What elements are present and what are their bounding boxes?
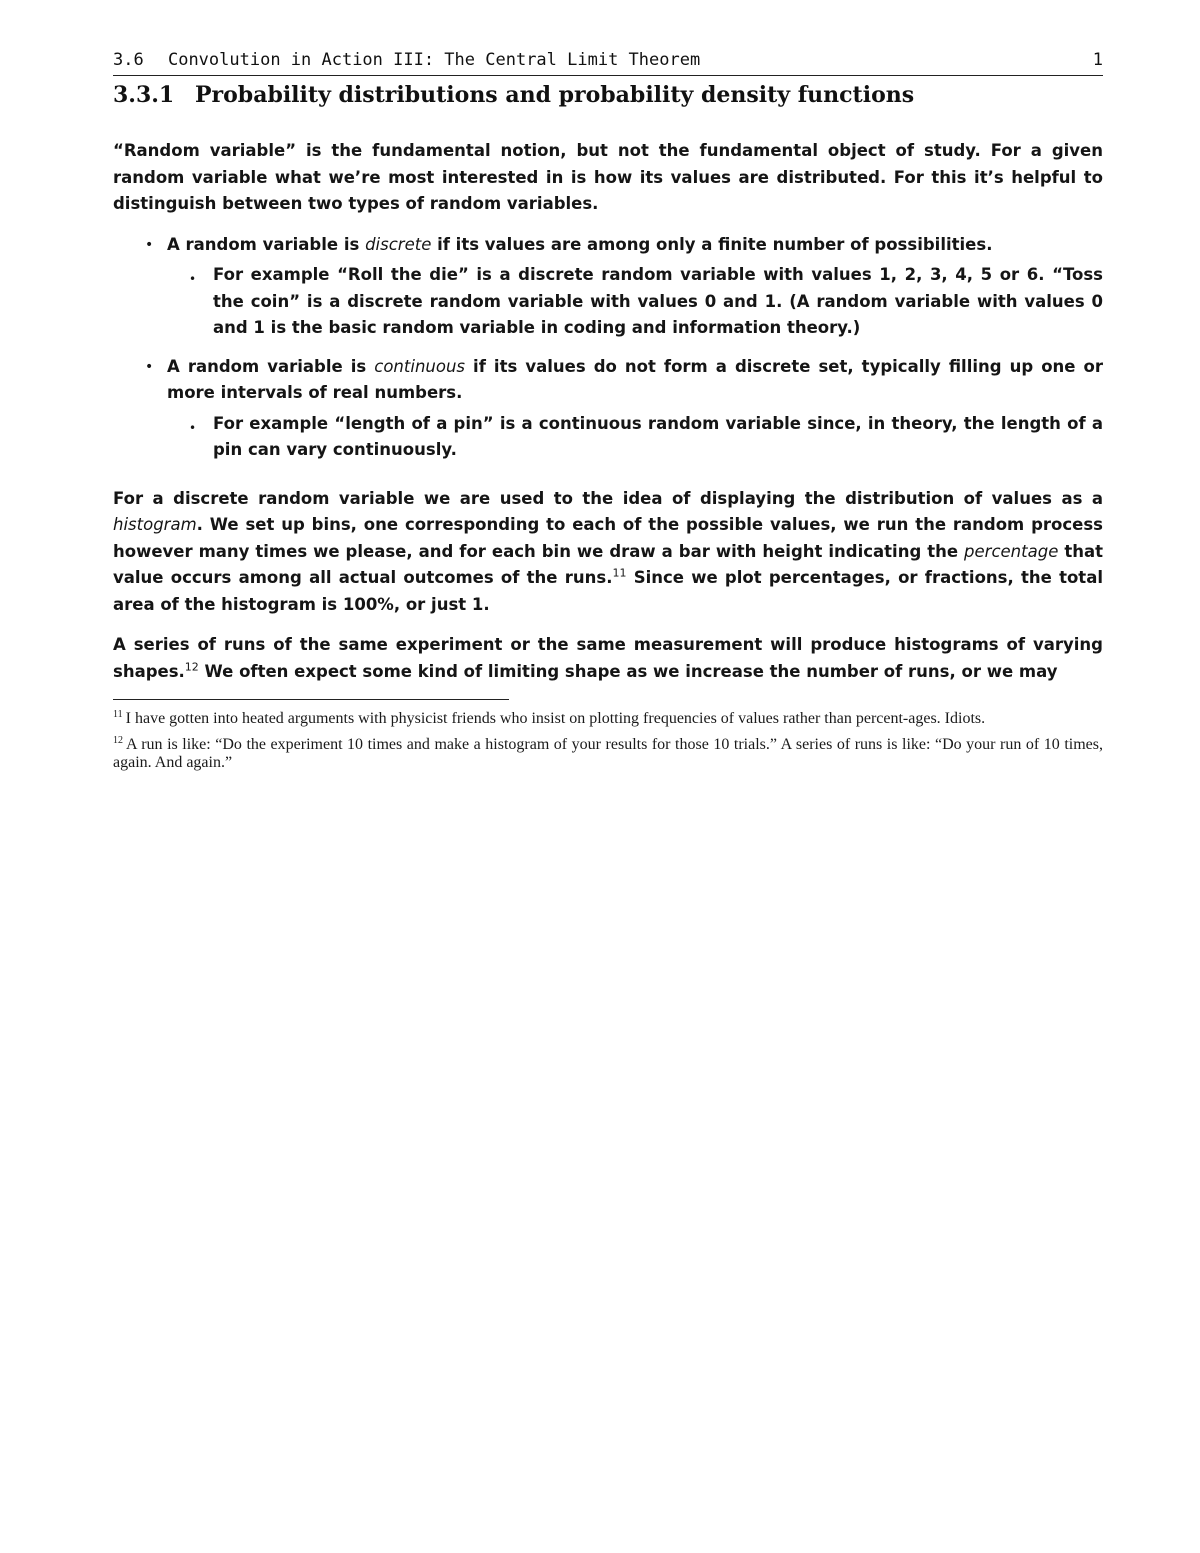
term-histogram: histogram: [113, 515, 197, 534]
list-item-discrete: [113, 232, 1103, 342]
document-page: [113, 50, 1103, 780]
series-text-part2: We often expect some kind of limiting shape as we increase the number of runs, or we may: [198, 661, 1058, 681]
histogram-paragraph: [113, 486, 1103, 619]
histogram-text-part4: Since we plot percentages, or fractions, the total area of the histogram is 100%, or just 1.: [113, 568, 1103, 614]
bullet-text-pre: A random variable is: [167, 356, 375, 376]
bullet-text-pre: A random variable is: [167, 234, 366, 254]
footnote-11: [113, 710, 1103, 728]
running-head-title: Convolution in Action III: The Central Limit Theorem: [167, 50, 701, 70]
histogram-text-part2: . We set up bins, one corresponding to each of the possible values, we run the random process however many times we please, and for each bin we draw a bar with height indicating the: [113, 515, 1103, 561]
series-paragraph: [113, 632, 1103, 685]
section-title: Probability distributions and probability density functions: [195, 82, 915, 108]
sub-list-item: [167, 411, 1103, 464]
bullet-text-post: if its values are among only a finite number of possibilities.: [431, 234, 993, 254]
intro-paragraph: “Random variable” is the fundamental notion, but not the fundamental object of study. For a given random variable what we’re most interested in is how its values are distributed. For this it’s helpful to distinguish between two types of random variables.: [113, 141, 1103, 213]
sub-bullet-text: For example “length of a pin” is a continuous random variable since, in theory, the length of a pin can vary continuously.: [213, 413, 1103, 459]
sub-bullet-icon: •: [189, 420, 197, 435]
footnote-mark: 12: [113, 734, 123, 746]
bullet-text-post: if its values do not form a discrete set, typically filling up one or more intervals of real numbers.: [167, 356, 1104, 402]
footnote-text: I have gotten into heated arguments with physicist friends who insist on plotting frequencies of values rather than percent-ages. Idiots.: [125, 710, 986, 727]
page-number: 1: [1092, 50, 1103, 70]
running-head-section-number: 3.6: [113, 50, 144, 70]
footnote-text: A run is like: “Do the experiment 10 times and make a histogram of your results for those 10 trials.” A series of runs is like: “Do your run of 10 times, again. And again.”: [113, 736, 1103, 771]
footnotes: [113, 710, 1103, 772]
sub-bullet-icon: •: [189, 272, 197, 286]
footnote-mark: 11: [113, 708, 123, 720]
series-text-part1: A series of runs of the same experiment or the same measurement will produce histograms of varying shapes.: [113, 635, 1103, 681]
running-head: [113, 50, 1103, 76]
term-percentage: percentage: [964, 541, 1059, 561]
bullet-icon: •: [145, 236, 154, 253]
footnote-divider: [113, 699, 509, 700]
histogram-text-part1: For a discrete random variable we are used to the idea of displaying the distribution of values as a: [113, 488, 1103, 508]
sub-bullet-text: For example “Roll the die” is a discrete random variable with values 1, 2, 3, 4, 5 or 6. “Toss the coin” is a discrete random variable with values 0 and 1. (A random variable with values 0 and 1 is the basic random variable in coding and information theory.): [213, 265, 1103, 337]
footnote-ref-11[interactable]: 11: [612, 566, 627, 580]
sub-list: [167, 411, 1103, 464]
section-heading: [113, 82, 1103, 108]
histogram-text-part3: that value occurs among all actual outcomes of the runs.: [113, 541, 1103, 587]
random-variable-types-list: [113, 232, 1103, 464]
section-number: 3.3.1: [113, 82, 175, 108]
footnote-ref-12[interactable]: 12: [184, 660, 199, 673]
sub-list-item: [167, 262, 1103, 342]
running-head-title-group: [113, 50, 700, 70]
list-item-continuous: [113, 354, 1103, 464]
term-continuous: continuous: [374, 356, 466, 376]
footnote-12: [113, 736, 1103, 772]
term-discrete: discrete: [365, 234, 432, 254]
sub-list: [167, 262, 1103, 342]
bullet-icon: •: [145, 358, 154, 375]
